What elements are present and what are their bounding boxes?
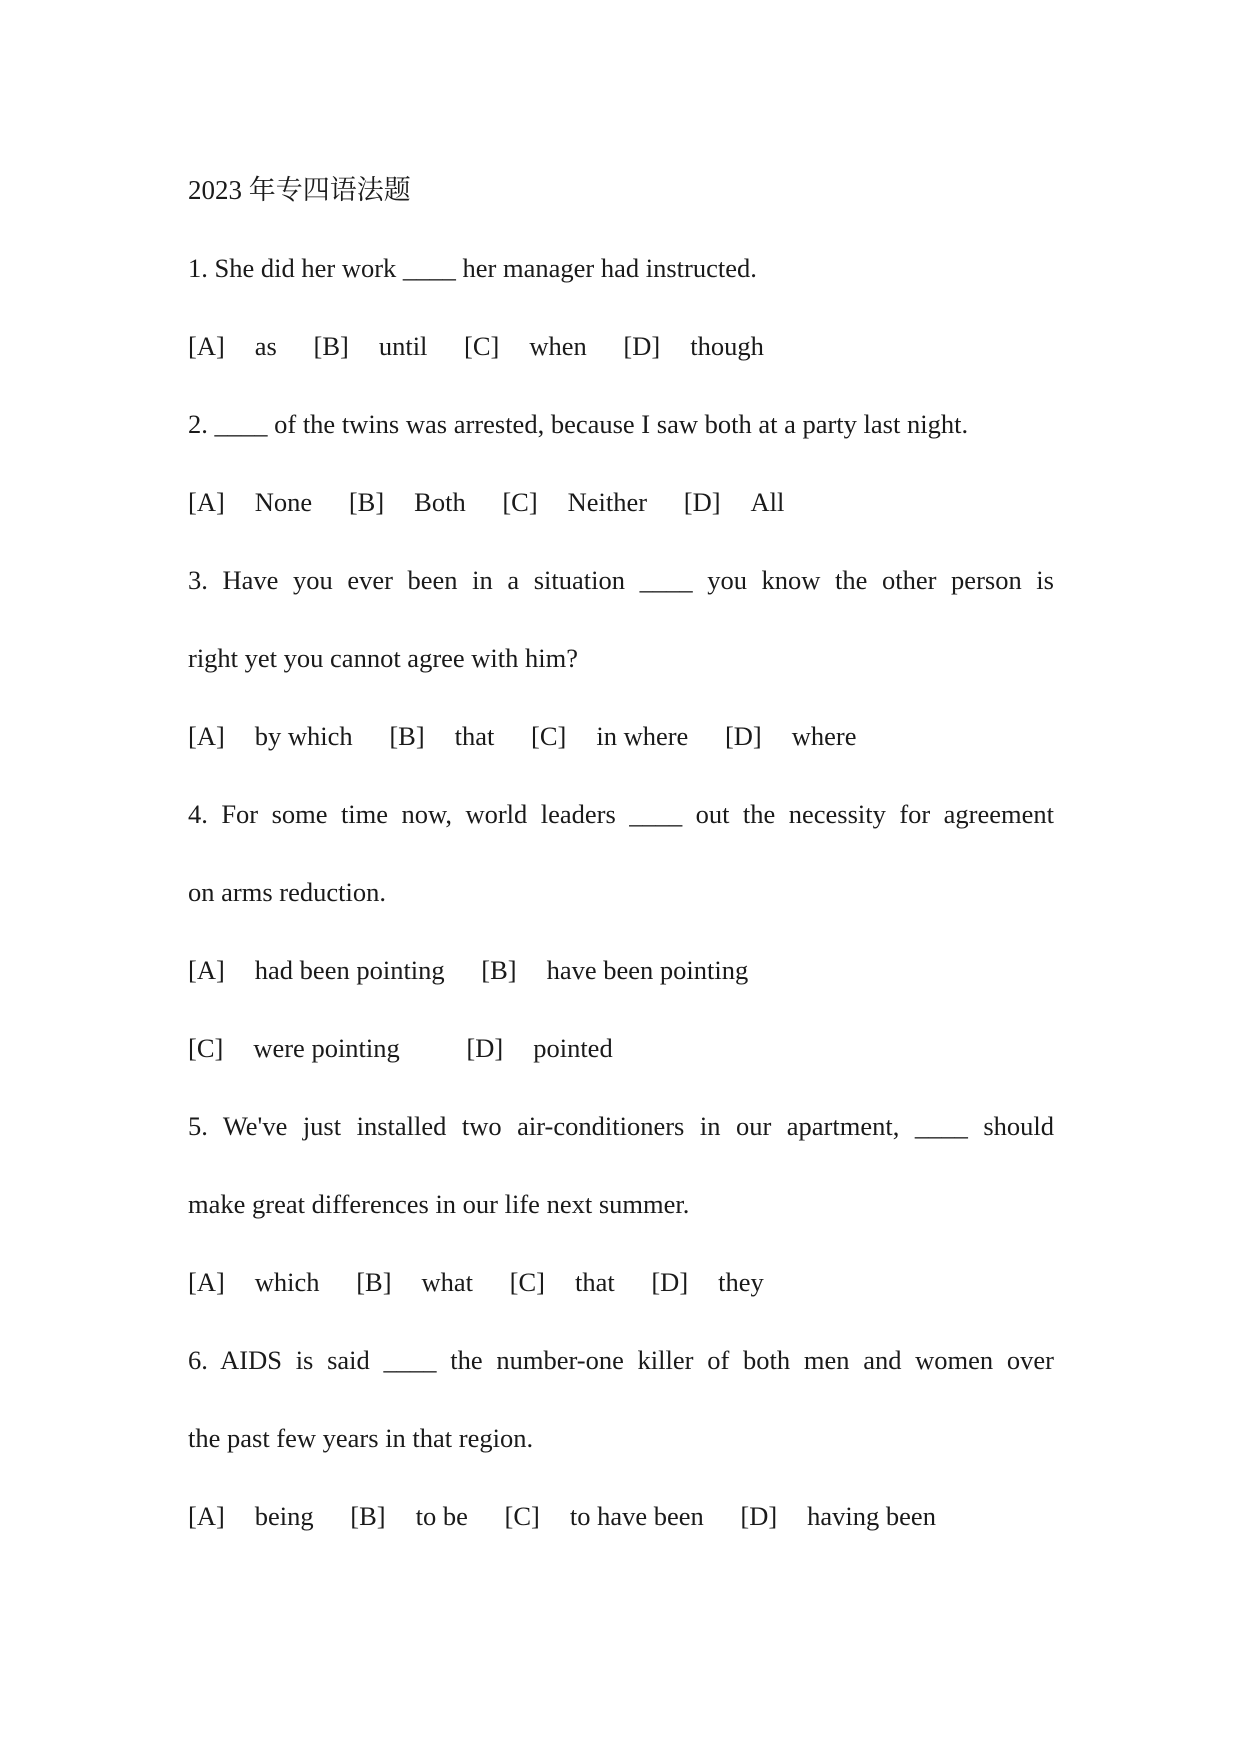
- option-c: [C] Neither: [502, 487, 648, 517]
- option-d: [D] All: [683, 487, 785, 517]
- question-4-stem: 4. For some time now, world leaders ____ out the necessity for agreement: [188, 799, 1054, 829]
- question-3-stem-continued: right yet you cannot agree with him?: [188, 643, 579, 673]
- option-b: [B] until: [313, 331, 428, 361]
- question-4-options-row-2: [188, 1032, 613, 1064]
- option-d: [D] where: [724, 721, 857, 751]
- question-4-stem-continued: on arms reduction.: [188, 877, 386, 907]
- option-c: [C] to have been: [504, 1501, 704, 1531]
- question-2-stem: 2. ____ of the twins was arrested, because I saw both at a party last night.: [188, 409, 969, 439]
- page-title: 2023 年专四语法题: [188, 175, 411, 205]
- question-6-stem: 6. AIDS is said ____ the number-one killer of both men and women over: [188, 1345, 1054, 1375]
- option-d: [D] having been: [740, 1501, 936, 1531]
- option-d: [D] they: [651, 1267, 764, 1297]
- option-b: [B] what: [356, 1267, 474, 1297]
- option-a: [A] None: [188, 487, 313, 517]
- option-b: [B] to be: [350, 1501, 468, 1531]
- option-a: [A] by which: [188, 721, 353, 751]
- option-a: [A] which: [188, 1267, 320, 1297]
- question-5-stem: 5. We've just installed two air-conditioners in our apartment, ____ should: [188, 1111, 1054, 1141]
- option-a: [A] as: [188, 331, 277, 361]
- option-b: [B] that: [389, 721, 495, 751]
- question-1-options: [188, 330, 764, 362]
- option-d: [D] pointed: [466, 1033, 613, 1063]
- question-1-stem: 1. She did her work ____ her manager had instructed.: [188, 253, 757, 283]
- option-b: [B] have been pointing: [481, 955, 749, 985]
- question-4-options-row-1: [188, 954, 748, 986]
- option-c: [C] in where: [531, 721, 689, 751]
- question-2-options: [188, 486, 784, 518]
- option-c: [C] when: [464, 331, 587, 361]
- question-5-options: [188, 1266, 764, 1298]
- option-b: [B] Both: [348, 487, 466, 517]
- question-3-stem: 3. Have you ever been in a situation ____ you know the other person is: [188, 565, 1054, 595]
- option-a: [A] being: [188, 1501, 314, 1531]
- question-3-options: [188, 720, 857, 752]
- option-c: [C] were pointing: [188, 1033, 400, 1063]
- option-c: [C] that: [509, 1267, 615, 1297]
- option-a: [A] had been pointing: [188, 955, 445, 985]
- question-5-stem-continued: make great differences in our life next summer.: [188, 1189, 690, 1219]
- question-6-stem-continued: the past few years in that region.: [188, 1423, 534, 1453]
- option-d: [D] though: [623, 331, 764, 361]
- question-6-options: [188, 1500, 936, 1532]
